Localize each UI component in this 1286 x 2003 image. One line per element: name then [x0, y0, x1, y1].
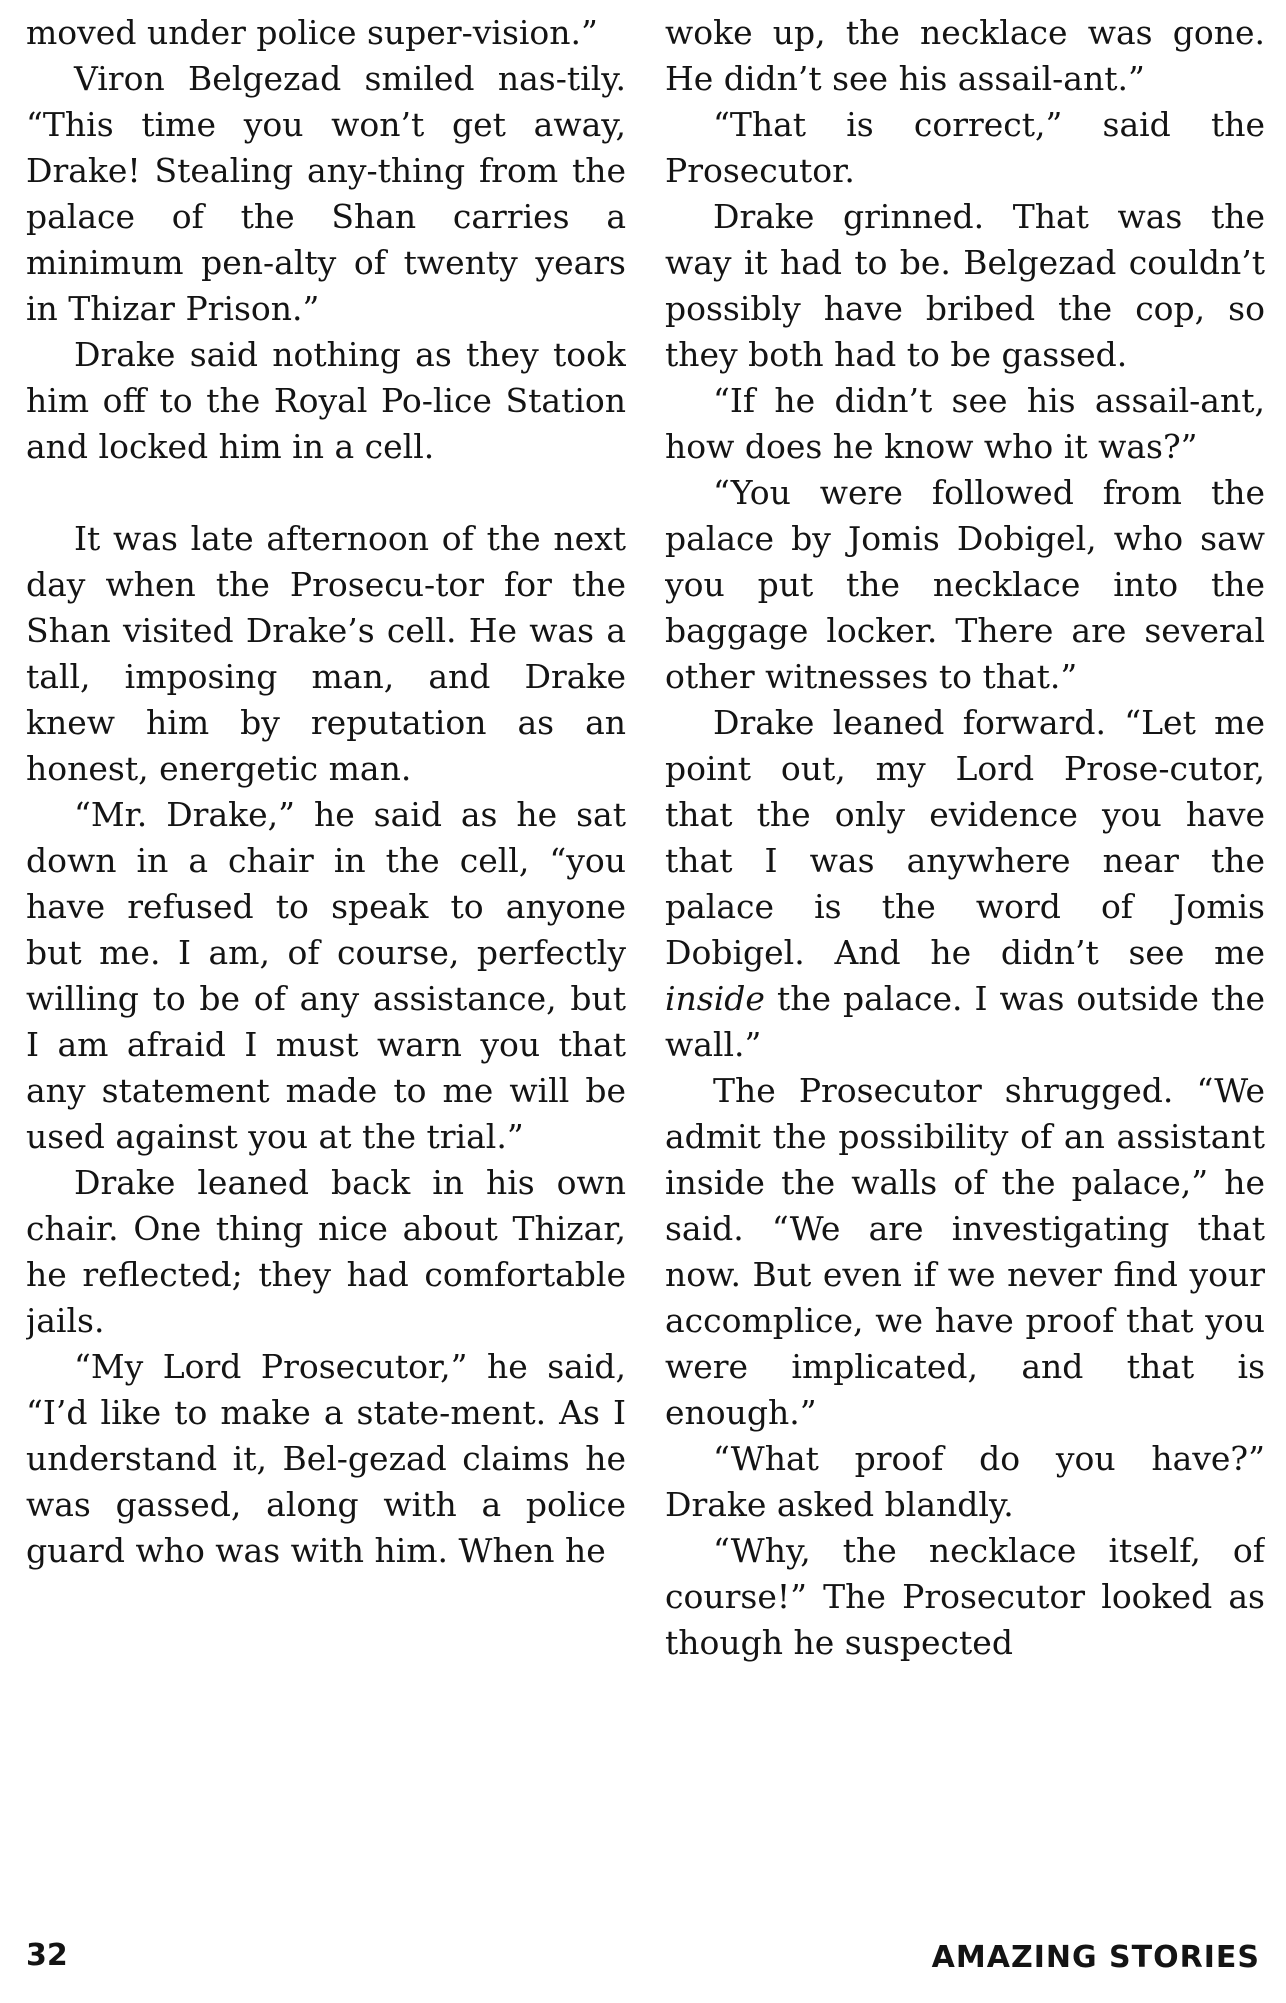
paragraph: “You were followed from the palace by Jomis Dobigel, who saw you put the necklace into the baggage locker. There are several other witnesses to that.”	[665, 473, 1265, 696]
page-number: 32	[26, 1938, 68, 1973]
paragraph	[665, 1068, 1265, 1436]
paragraph-text: the palace. I was outside the wall.”	[665, 979, 1265, 1064]
paragraph: woke up, the necklace was gone. He didn’t see his assail-ant.”	[665, 13, 1265, 98]
right-column	[665, 10, 1265, 1900]
paragraph: “Mr. Drake,” he said as he sat down in a chair in the cell, “you have refused to speak to anyone but me. I am, of course, perfectly willing to be of any assistance, but I am afraid I must warn you that any statement made to me will be used against you at the trial.”	[26, 795, 626, 1156]
paragraph: “Why, the necklace itself, of course!” The Prosecutor looked as though he suspected	[665, 1531, 1265, 1662]
paragraph: moved under police super-vision.”	[26, 13, 598, 52]
paragraph: “That is correct,” said the Prosecutor.	[665, 105, 1265, 190]
left-column	[26, 10, 626, 1900]
section-break	[26, 470, 626, 516]
paragraph-text: The Prosecutor shrugged.	[713, 1071, 1174, 1110]
paragraph	[665, 700, 1265, 1068]
paragraph: Drake leaned back in his own chair. One thing nice about Thizar, he reflected; they had comfortable jails.	[26, 1163, 626, 1340]
paragraph: “If he didn’t see his assail-ant, how does he know who it was?”	[665, 381, 1265, 466]
paragraph-text: “We admit the possibility of an assistant inside the walls of the palace,” he said. “We are investigating that now. But even if we never find your accomplice, we have proof that you were implicated, and that is enough.”	[665, 1071, 1265, 1432]
paragraph: Drake said nothing as they took him off to the Royal Po-lice Station and locked him in a cell.	[26, 335, 626, 466]
paragraph: It was late afternoon of the next day when the Prosecu-tor for the Shan visited Drake’s cell. He was a tall, imposing man, and Drake knew him by reputation as an honest, energetic man.	[26, 519, 626, 788]
paragraph: Viron Belgezad smiled nas-tily. “This time you won’t get away, Drake! Stealing any-thing from the palace of the Shan carries a minimum pen-alty of twenty years in Thizar Prison.”	[26, 59, 626, 328]
paragraph: “My Lord Prosecutor,” he said, “I’d like to make a state-ment. As I understand it, Bel-gezad claims he was gassed, along with a police guard who was with him. When he	[26, 1347, 626, 1570]
running-footer: AMAZING STORIES	[931, 1940, 1260, 1975]
paragraph: “What proof do you have?” Drake asked blandly.	[665, 1439, 1265, 1524]
emphasis-text: inside	[665, 979, 765, 1018]
paragraph: Drake grinned. That was the way it had to be. Belgezad couldn’t possibly have bribed the cop, so they both had to be gassed.	[665, 197, 1265, 374]
paragraph-text: Drake leaned forward. “Let me point out, my Lord Prose-cutor, that the only evidence you have that I was anywhere near the palace is the word of Jomis Dobigel. And he didn’t see me	[665, 703, 1265, 972]
